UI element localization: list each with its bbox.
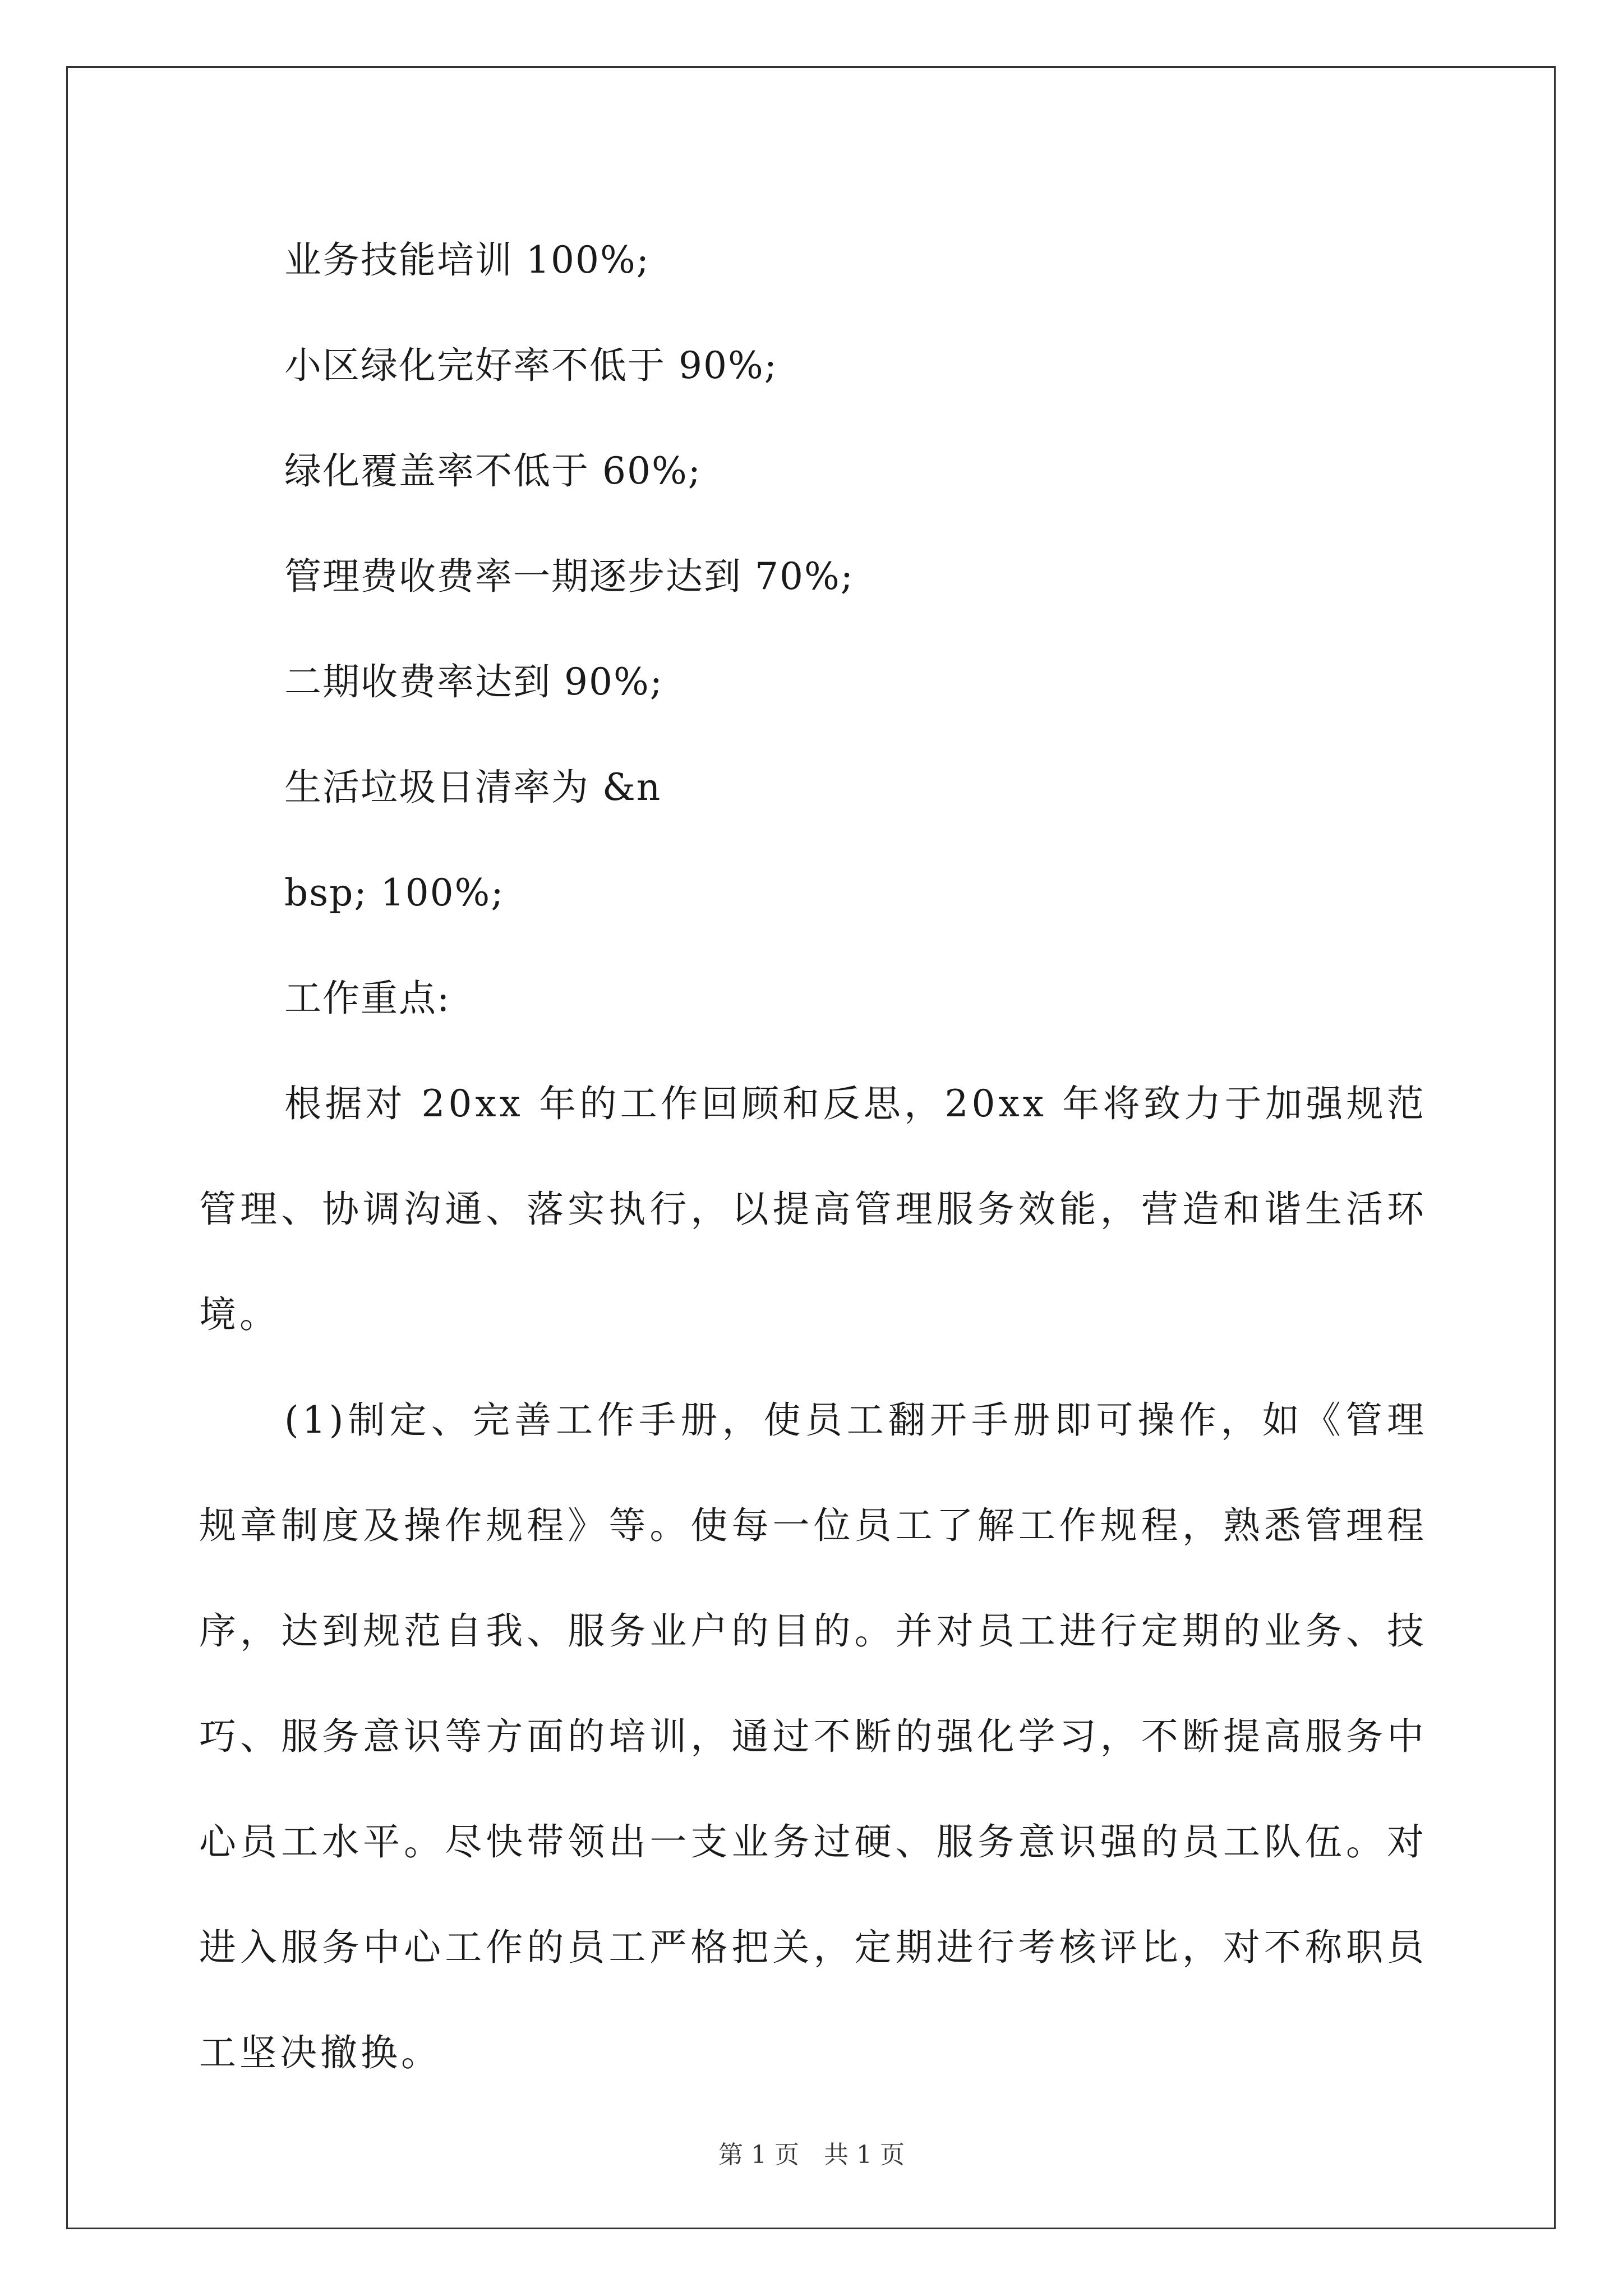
document-body xyxy=(199,208,1427,2106)
text-line-3: 绿化覆盖率不低于 60%; xyxy=(284,449,702,493)
text-line-2: 小区绿化完好率不低于 90%; xyxy=(284,344,778,387)
text-line-7: bsp; 100%; xyxy=(284,871,505,914)
section-heading: 工作重点: xyxy=(284,977,451,1020)
paragraph-manual: (1)制定、完善工作手册，使员工翻开手册即可操作，如《管理规章制度及操作规程》等。使每一位员工了解工作规程，熟悉管理程序，达到规范自我、服务业户的目的。并对员工进行定期的业务、技巧、服务意识等方面的培训，通过不断的强化学习，不断提高服务中心员工水平。尽快带领出一支业务过硬、服务意识强的员工队伍。对进入服务中心工作的员工严格把关，定期进行考核评比，对不称职员工坚决撤换。 xyxy=(199,1398,1427,2074)
text-line-5: 二期收费率达到 90%; xyxy=(284,660,663,703)
paragraph-review: 根据对 20xx 年的工作回顾和反思，20xx 年将致力于加强规范管理、协调沟通、落实执行，以提高管理服务效能，营造和谐生活环境。 xyxy=(199,1082,1427,1336)
text-line-4: 管理费收费率一期逐步达到 70%; xyxy=(284,555,854,598)
text-line-6: 生活垃圾日清率为 &n xyxy=(284,766,662,809)
text-line-1: 业务技能培训 100%; xyxy=(284,238,650,282)
page-number-footer: 第 1 页 共 1 页 xyxy=(718,2141,905,2169)
